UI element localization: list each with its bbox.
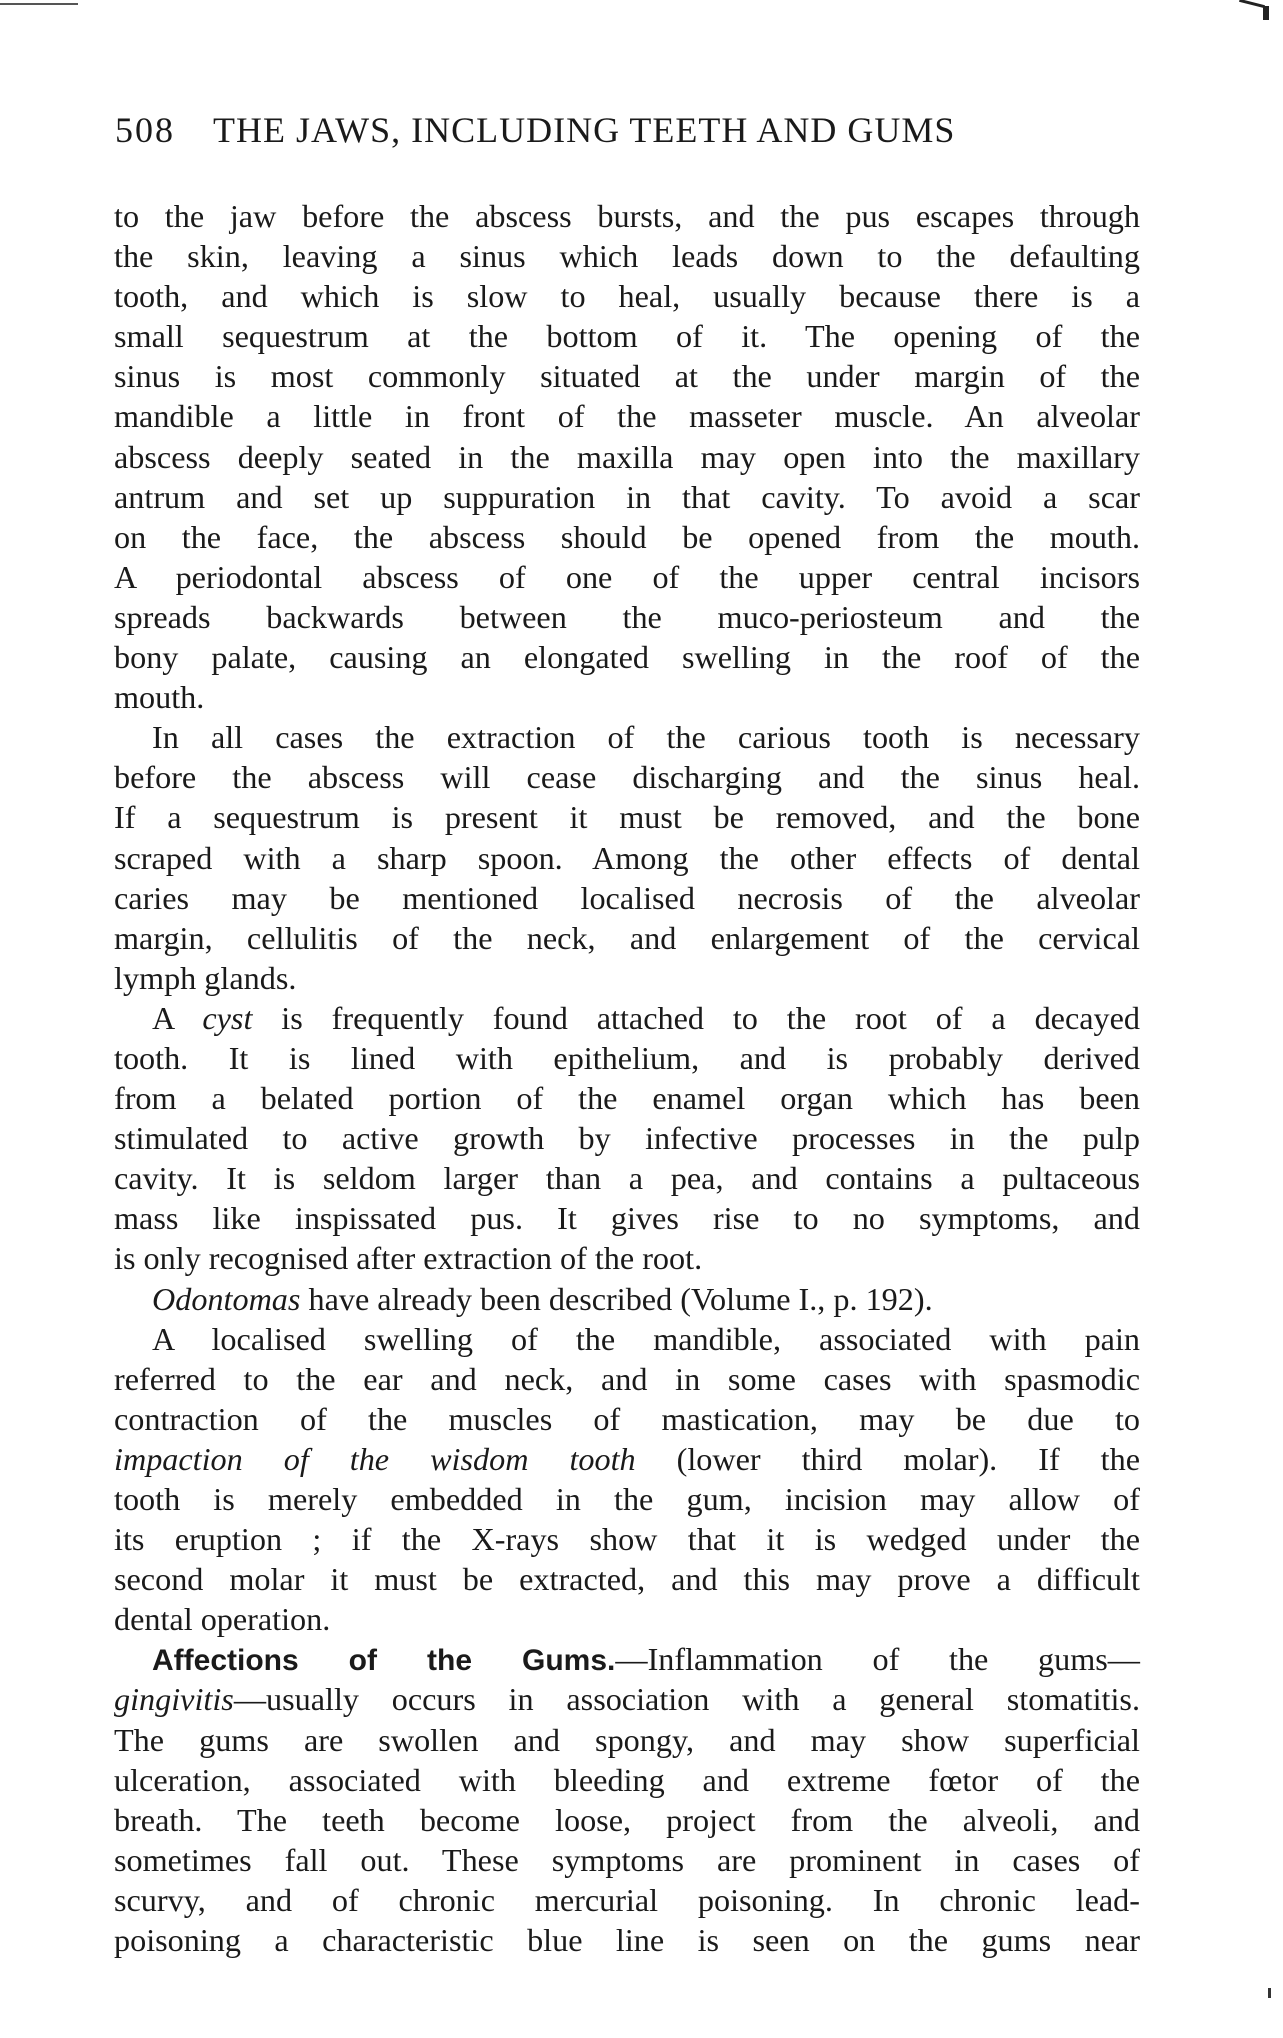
- text-line: sometimes fall out. These symptoms are prominent in cases of: [114, 1841, 1140, 1878]
- text-line: dental operation.: [114, 1601, 331, 1638]
- paragraph: [114, 196, 1140, 717]
- emphasis-term: gingivitis: [114, 1681, 234, 1718]
- text-line: [114, 1439, 1140, 1479]
- text-line: scurvy, and of chronic mercurial poisoning. In chronic lead-: [114, 1881, 1140, 1918]
- text-line: lymph glands.: [114, 959, 297, 996]
- scan-corner-mark: [1239, 0, 1265, 8]
- text-line: its eruption ; if the X-rays show that it is wedged under the: [114, 1521, 1140, 1558]
- text-line: spreads backwards between the muco-periosteum and the: [114, 598, 1140, 635]
- text-line: tooth, and which is slow to heal, usually because there is a: [114, 278, 1140, 315]
- text-line: small sequestrum at the bottom of it. The opening of the: [114, 318, 1140, 355]
- text-line: In all cases the extraction of the carious tooth is necessary: [152, 719, 1140, 756]
- text-line: is only recognised after extraction of the root.: [114, 1240, 703, 1277]
- scan-corner-mark: [1263, 6, 1269, 20]
- text-line: mass like inspissated pus. It gives rise to no symptoms, and: [114, 1200, 1140, 1237]
- emphasis-term: Odontomas: [152, 1280, 301, 1317]
- paragraph: [114, 1319, 1140, 1640]
- text-line: from a belated portion of the enamel organ which has been: [114, 1080, 1140, 1117]
- scan-edge-mark: [1268, 1988, 1271, 1998]
- text-line: [114, 1279, 1140, 1319]
- body-text: [114, 196, 1140, 1960]
- text-line: breath. The teeth become loose, project from the alveoli, and: [114, 1801, 1140, 1838]
- text-run: —usually occurs in association with a general stomatitis.: [233, 1681, 1140, 1718]
- text-line: abscess deeply seated in the maxilla may open into the maxillary: [114, 438, 1140, 475]
- text-line: A periodontal abscess of one of the upper central incisors: [114, 558, 1140, 595]
- text-line: caries may be mentioned localised necrosis of the alveolar: [114, 879, 1140, 916]
- text-line: The gums are swollen and spongy, and may show superficial: [114, 1721, 1140, 1758]
- text-line: second molar it must be extracted, and this may prove a difficult: [114, 1561, 1140, 1598]
- text-line: [114, 998, 1140, 1038]
- text-line: antrum and set up suppuration in that cavity. To avoid a scar: [114, 478, 1140, 515]
- text-line: tooth is merely embedded in the gum, incision may allow of: [114, 1481, 1140, 1517]
- text-line: mouth.: [114, 679, 205, 716]
- paragraph: [114, 1279, 1140, 1319]
- text-line: contraction of the muscles of mastication, may be due to: [114, 1400, 1140, 1437]
- text-line: the skin, leaving a sinus which leads down to the defaulting: [114, 238, 1140, 275]
- text-line: margin, cellulitis of the neck, and enlargement of the cervical: [114, 919, 1140, 956]
- text-line: tooth. It is lined with epithelium, and is probably derived: [114, 1039, 1140, 1076]
- text-line: cavity. It is seldom larger than a pea, and contains a pultaceous: [114, 1160, 1140, 1197]
- text-line: A localised swelling of the mandible, associated with pain: [152, 1320, 1140, 1357]
- text-line: to the jaw before the abscess bursts, and the pus escapes through: [114, 198, 1140, 234]
- text-run: is frequently found attached to the root of a decayed: [252, 999, 1140, 1036]
- section-heading: Affections of the Gums.: [152, 1644, 616, 1678]
- text-line: scraped with a sharp spoon. Among the other effects of dental: [114, 839, 1140, 876]
- running-head: [115, 108, 1140, 152]
- text-line: sinus is most commonly situated at the under margin of the: [114, 358, 1140, 395]
- emphasis-term: impaction of the wisdom tooth: [114, 1440, 636, 1477]
- running-title: THE JAWS, INCLUDING TEETH AND GUMS: [213, 110, 956, 150]
- text-line: [114, 1639, 1140, 1679]
- page-number: 508: [115, 110, 175, 150]
- text-line: poisoning a characteristic blue line is seen on the gums near: [114, 1922, 1140, 1959]
- text-line: If a sequestrum is present it must be removed, and the bone: [114, 799, 1140, 836]
- text-line: referred to the ear and neck, and in some cases with spasmodic: [114, 1360, 1140, 1397]
- text-line: mandible a little in front of the masseter muscle. An alveolar: [114, 398, 1140, 435]
- text-line: bony palate, causing an elongated swelling in the roof of the: [114, 639, 1140, 676]
- emphasis-term: cyst: [202, 999, 253, 1036]
- text-run: (lower third molar). If the: [635, 1440, 1140, 1477]
- text-line: on the face, the abscess should be opened from the mouth.: [114, 518, 1140, 555]
- paragraph: [114, 1639, 1140, 1960]
- scan-edge-mark: [0, 3, 78, 5]
- text-run: —Inflammation of the gums—: [615, 1641, 1140, 1678]
- text-line: before the abscess will cease discharging and the sinus heal.: [114, 759, 1140, 796]
- paragraph: [114, 998, 1140, 1279]
- text-run: have already been described (Volume I., p. 192).: [300, 1280, 933, 1317]
- paragraph: [114, 717, 1140, 998]
- text-line: stimulated to active growth by infective processes in the pulp: [114, 1120, 1140, 1157]
- text-run: A: [152, 999, 203, 1036]
- text-line: [114, 1679, 1140, 1719]
- text-line: ulceration, associated with bleeding and extreme fœtor of the: [114, 1761, 1140, 1798]
